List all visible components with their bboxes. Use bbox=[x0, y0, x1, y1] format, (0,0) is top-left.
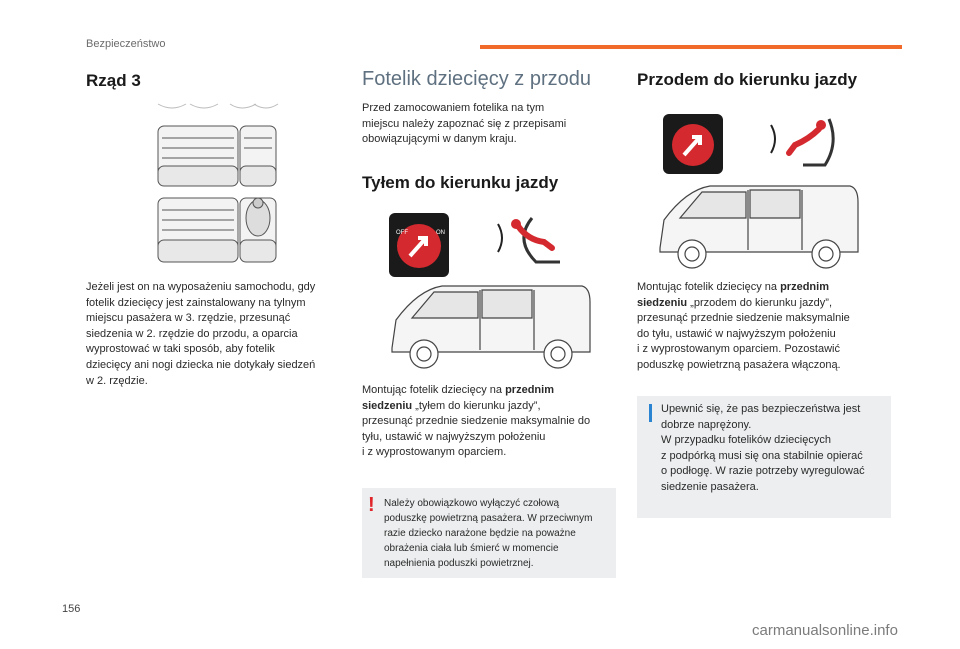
seat-diagram bbox=[150, 100, 282, 270]
svg-text:OFF: OFF bbox=[396, 230, 408, 236]
row3-paragraph: Jeżeli jest on na wyposażeniu samochodu, gdy fotelik dziecięcy jest zainstalowany na tylnym miejscu pasażera w 3. rzędzie, przesunąć siedzenia w 2. rzędzie do przodu, a oparcia wyprostować w taki sposób, aby fotelik dziecięcy ani nogi dziecka nie dotykały siedzeń w 2. rzędzie. bbox=[86, 281, 316, 387]
rearward-title: Tyłem do kierunku jazdy bbox=[362, 173, 559, 192]
van-illustration-rear bbox=[382, 278, 602, 376]
rearward-paragraph: Montując fotelik dziecięcy na przednim siedzeniu „tyłem do kierunku jazdy”, przesunąć przednie siedzenie maksymalnie do tyłu, ustawić w najwyższym położeniu i z wyprostowanym oparciem. bbox=[362, 384, 591, 459]
watermark: carmanualsonline.info bbox=[752, 622, 898, 639]
warning-text: Należy obowiązkowo wyłączyć czołową poduszkę powietrzną pasażera. W przeciwnym razie dziecko narażone będzie na poważne obrażenia ciała lub śmierć w momencie napełnienia poduszki powietrznej. bbox=[384, 498, 593, 569]
header-accent-line bbox=[480, 45, 902, 49]
section-title: Bezpieczeństwo bbox=[86, 38, 166, 50]
forward-paragraph: Montując fotelik dziecięcy na przednim siedzeniu „przodem do kierunku jazdy”, przesunąć przednie siedzenie maksymalnie do tyłu, ustawić w najwyższym położeniu i z wyprostowanym oparciem. Pozostawić poduszkę powietrzną pasażera włączoną. bbox=[637, 281, 850, 371]
page-number: 156 bbox=[62, 603, 81, 615]
rearward-seat-icon bbox=[492, 212, 572, 272]
warning-icon: ! bbox=[368, 494, 375, 516]
warning-box bbox=[362, 488, 616, 578]
info-text: Upewnić się, że pas bezpieczeństwa jest dobrze naprężony. W przypadku fotelików dziecięcych z podpórką musi się ona stabilnie opierać o podłogę. W razie potrzeby wyregulować siedzenie pasażera. bbox=[661, 403, 865, 493]
front-seat-intro: Przed zamocowaniem fotelika na tym miejscu należy zapoznać się z przepisami obowiązującymi w danym kraju. bbox=[362, 102, 567, 146]
info-icon bbox=[649, 404, 652, 422]
forward-seat-icon bbox=[765, 113, 845, 173]
forward-title: Przodem do kierunku jazdy bbox=[637, 70, 858, 89]
airbag-on-label bbox=[662, 113, 724, 175]
info-box bbox=[637, 396, 891, 518]
van-illustration-front bbox=[650, 178, 870, 274]
front-seat-title: Fotelik dziecięcy z przodu bbox=[362, 68, 591, 90]
row3-title: Rząd 3 bbox=[86, 71, 141, 90]
airbag-off-label bbox=[388, 212, 450, 278]
svg-text:ON: ON bbox=[436, 230, 445, 236]
